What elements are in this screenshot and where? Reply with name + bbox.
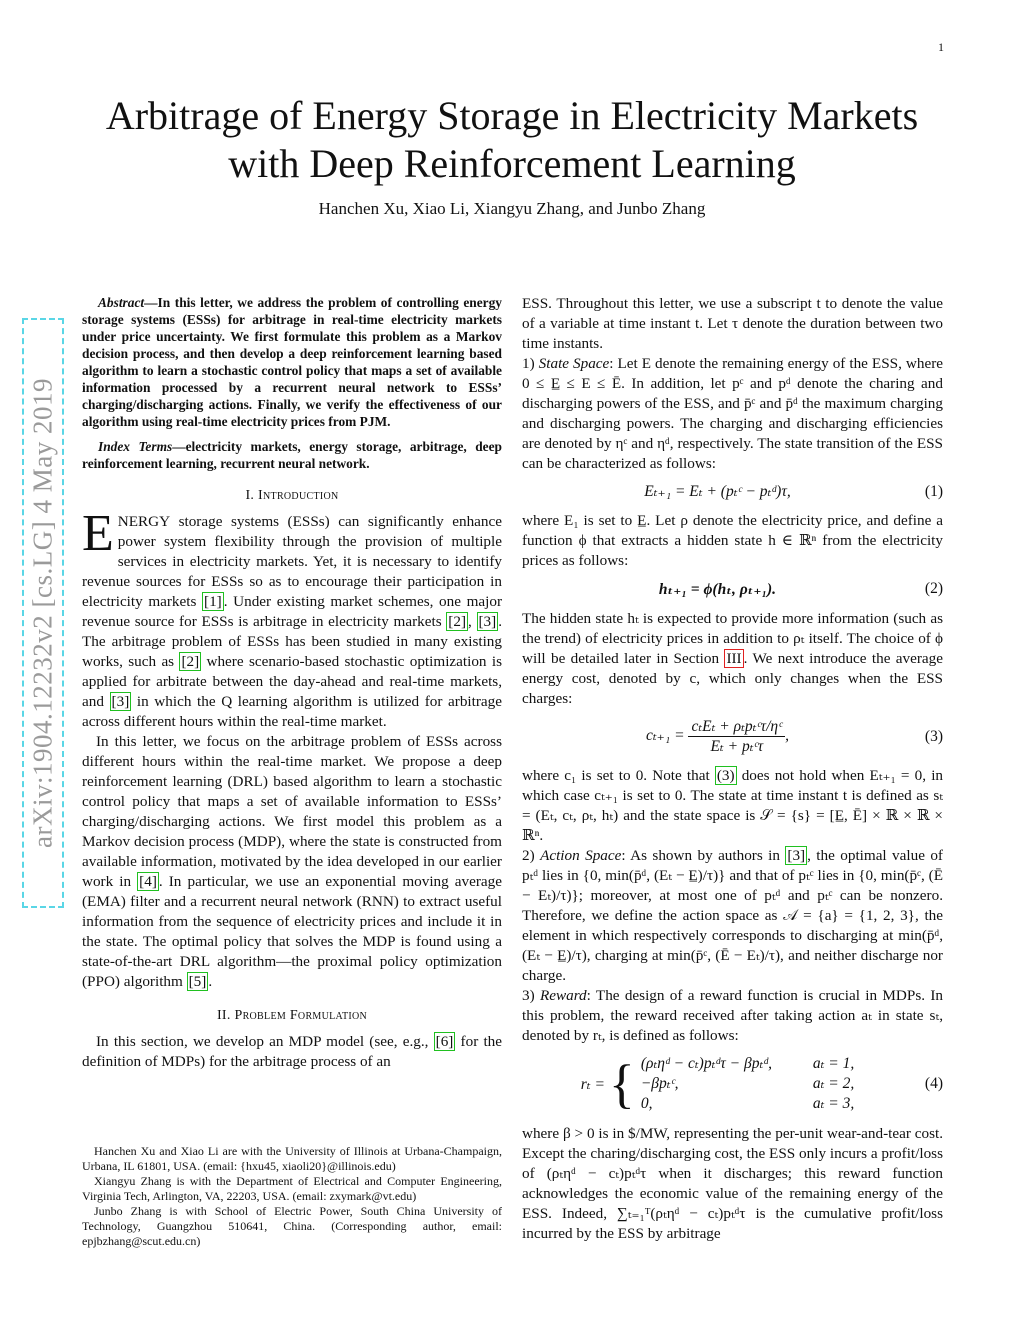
equation-expression [522,717,913,756]
citation-link[interactable]: [3] [478,613,497,630]
case-expression: −βpₜᶜ, [640,1075,679,1092]
abstract [82,294,502,430]
action-space-paragraph [522,846,943,986]
equation-2 [522,579,943,599]
subsection-label: State Space [538,355,610,372]
intro-text: storage systems (ESSs) can significantly enhance power system flexibility through the provision of multiple services in electricity markets. Yet, it is necessary to identify revenue sources for ESSs so as to encourage their participation in electricity markets [82,513,502,610]
page-number: 1 [938,40,944,54]
equation-expression [522,1054,913,1114]
intro-text: in which the Q learning algorithm is utilized for arbitrage across different hours within the real-time market. [82,693,502,730]
case-condition: aₜ = 2, [812,1075,855,1092]
equation-reference-link[interactable]: (3) [716,767,735,784]
equation-3 [522,717,943,756]
section-number: I. [245,488,255,503]
intro-text: In this letter, we focus on the arbitrage problem of ESSs across different hours within the real-time market. We propose a deep reinforcement learning (DRL) based algorithm to learn a stochastic control policy that maps a set of available information to ESSs’ charging/discharging actions. We first model this problem as a Markov decision process (MDP), where the state is constructed from available information, motivated by the idea developed in our earlier work in [82,733,502,890]
case-row [641,1054,854,1074]
case-condition: aₜ = 3, [812,1095,855,1112]
arxiv-stamp [22,318,64,908]
citation-link[interactable]: [3] [787,847,806,864]
equation-1 [522,482,943,501]
case-expression: 0, [640,1095,653,1112]
case-rows [641,1054,854,1114]
problem-text: In this section, we develop an MDP model (see, e.g., [96,1033,434,1050]
section-title: Problem Formulation [234,1008,368,1023]
case-row [641,1074,854,1094]
right-column [522,294,943,1244]
subsection-label: Action Space [540,847,622,864]
authors: Hanchen Xu, Xiao Li, Xiangyu Zhang, and Junbo Zhang [318,199,706,218]
fraction-denominator: Eₜ + pₜᶜτ [710,738,764,755]
subsection-number: 3) [522,987,540,1004]
intro-paragraph-2 [82,732,502,992]
case-expression: (ρₜηᵈ − cₜ)pₜᵈτ − βpₜᵈ, [640,1055,772,1072]
body-text: where c₁ is set to 0. Note that [522,767,715,784]
footnotes [82,1144,502,1249]
subsection-text: : As shown by authors in [621,847,786,864]
citation-link[interactable]: [2] [181,653,200,670]
body-text: The hidden state hₜ is expected to provide more information (such as the trend) of electricity prices in addition to ρₜ itself. The choice of ϕ will be detailed later in Section [522,610,943,667]
equation-lhs: rₜ = [580,1075,605,1093]
abstract-label: Abstract [98,295,145,310]
section-reference-link[interactable]: III [726,650,742,667]
section-heading-problem-formulation [82,1008,502,1024]
citation-link[interactable]: [3] [111,693,130,710]
equation-number: (1) [924,482,943,500]
citation-link[interactable]: [6] [435,1033,454,1050]
fraction-numerator: cₜEₜ + ρₜpₜᶜτ/ηᶜ [688,717,785,737]
fraction [688,717,785,756]
section-number: II. [216,1008,231,1023]
section-title: Introduction [258,488,339,503]
after-equation-3 [522,766,943,846]
equation-number: (4) [924,1075,943,1092]
footnote-affiliation-1: Hanchen Xu and Xiao Li are with the University of Illinois at Urbana-Champaign, Urbana, IL 61801, USA. (email: {hxu45, xiaoli20}@illinois.edu) [82,1144,502,1173]
right-paragraph-intro: ESS. Throughout this letter, we use a subscript t to denote the value of a variable at time instant t. Let τ denote the duration between two time instants. [522,295,943,352]
intro-text: where scenario-based stochastic optimization is applied for arbitrate between the day-ahead and real-time markets, and [82,653,502,710]
left-brace: { [608,1054,635,1114]
equation-4 [522,1054,943,1114]
index-terms-text: —electricity markets, energy storage, arbitrage, deep reinforcement learning, recurrent neural network. [82,439,502,471]
after-equation-1: where E₁ is set to E̲. Let ρ denote the electricity price, and define a function ϕ that extracts a hidden state h ∈ ℝⁿ from the electricity prices as follows: [522,512,943,569]
intro-paragraph-1 [82,505,503,732]
problem-text: for the definition of MDPs) for the arbitrage process of an [82,1033,503,1070]
body-text: . We next introduce the average energy cost, denoted by c, which only changes when the ESS charges: [522,650,943,707]
intro-text: . Under existing market schemes, one major revenue source for ESSs is arbitrage in electricity markets [82,593,502,630]
after-equation-2 [522,609,943,709]
index-terms [82,438,502,472]
after-equation-4: where β > 0 is in $/MW, representing the per-unit wear-and-tear cost. Except the charing/discharging cost, the ESS only incurs a profit/loss of (ρₜηᵈ − cₜ)pₜᵈτ when it discharges; this reward function acknowledges the economic value of the remaining energy of the ESS. Indeed, ∑ₜ₌₁ᵀ(ρₜηᵈ − cₜ)pₜᵈτ is the cumulative profit/loss incurred by the ESS by arbitrage [522,1125,943,1242]
citation-link[interactable]: [4] [139,873,157,890]
equation-expression: Eₜ₊₁ = Eₜ + (pₜᶜ − pₜᵈ)τ, [644,483,791,500]
body-text: does not hold when Eₜ₊₁ = 0, in which case cₜ₊₁ is set to 0. The state at time instant t is defined as sₜ = (Eₜ, cₜ, ρₜ, hₜ) and the state space is 𝒮 = {s} = [E̲, Ē] × ℝ × ℝ × ℝⁿ. [522,767,944,844]
footnote-affiliation-2: Xiangyu Zhang is with the Department of Electrical and Computer Engineering, Virginia Tech, Arlington, VA, 22203, USA. (email: zxymark@vt.edu) [82,1174,502,1203]
equation-punctuation: , [785,727,790,745]
citation-link[interactable]: [1] [204,593,222,610]
subsection-text: : The design of a reward function is crucial in MDPs. In this problem, the reward received after taking action aₜ in state sₜ, denoted by rₜ, is defined as follows: [522,987,943,1044]
case-condition: aₜ = 1, [812,1055,855,1072]
intro-text: . In particular, we use an exponential moving average (EMA) filter and a recurrent neural network (RNN) to extract useful information from the sequence of electricity prices and include it in the state. The optimal policy that solves the MDP is found using a state-of-the-art DRL algorithm—the proximal policy optimization (PPO) algorithm [82,873,503,990]
intro-text: . The arbitrage problem of ESSs has been studied in many existing works, such as [82,613,503,670]
dropcap: E [82,505,114,562]
arxiv-identifier: arXiv:1904.12232v2 [cs.LG] 4 May 2019 [27,378,58,848]
reward-paragraph [522,986,943,1046]
citation-link[interactable]: [2] [448,613,467,630]
subsection-text: , the optimal value of pₜᵈ lies in {0, min(p̄ᵈ, (Eₜ − E̲)/τ)} and that of pₜᶜ lies in {0, min(p̄ᶜ, (Ē − Eₜ)/τ)}; moreover, at most one of pₜᵈ and pₜᶜ can be nonzero. Therefore, we define the action space as 𝒜 = {a} = {1, 2, 3}, the element in which respectively corresponds to discharging at min(p̄ᵈ, (Eₜ − E̲)/τ), charging at min(p̄ᶜ, (Ē − Eₜ)/τ), and neither discharge nor charge. [522,847,943,984]
equation-expression: hₜ₊₁ = ϕ(hₜ, ρₜ₊₁). [658,581,777,598]
equation-number: (3) [924,727,943,745]
paper-title [60,92,964,188]
index-terms-label: Index Terms [98,439,173,454]
title-line-2: with Deep Reinforcement Learning [228,141,796,186]
left-column [82,294,502,1072]
state-space-paragraph [522,354,943,474]
subsection-text: : Let E denote the remaining energy of the ESS, where 0 ≤ E̲ ≤ E ≤ Ē. In addition, let pᶜ and pᵈ denote the charing and discharging powers of the ESS, and p̄ᶜ and p̄ᵈ the maximum charging and discharging powers. The charging and discharging efficiencies are denoted by ηᶜ and ηᵈ, respectively. The state transition of the ESS can be characterized as follows: [522,355,943,472]
case-row [641,1094,854,1114]
intro-text: . [208,973,213,990]
abstract-text: —In this letter, we address the problem of controlling energy storage systems (ESSs) for arbitrage in real-time electricity markets under price uncertainty. We first formulate this problem as a Markov decision process, and then develop a deep reinforcement learning based algorithm to learn a stochastic control policy that maps a set of available information processed by a recurrent neural network to ESSs’ charging/discharging actions. Finally, we verify the effectiveness of our algorithm using real-time electricity prices from PJM. [82,295,502,429]
subsection-number: 1) [522,355,539,372]
subsection-label: Reward [539,987,587,1004]
intro-cap-rest: NERGY [117,513,171,530]
piecewise-cases [581,1054,855,1114]
subsection-number: 2) [522,847,541,864]
equation-number: (2) [924,580,943,597]
citation-link[interactable]: [5] [188,973,207,990]
section-heading-introduction [82,488,502,504]
problem-paragraph-1 [82,1032,502,1072]
intro-text: , [468,613,477,630]
title-line-1: Arbitrage of Energy Storage in Electricity Markets [105,93,919,138]
footnote-affiliation-3: Junbo Zhang is with School of Electric Power, South China University of Technology, Guangzhou 510641, China. (Corresponding author, email: epjbzhang@scut.edu.cn) [82,1204,502,1248]
equation-lhs: cₜ₊₁ = [645,727,685,745]
